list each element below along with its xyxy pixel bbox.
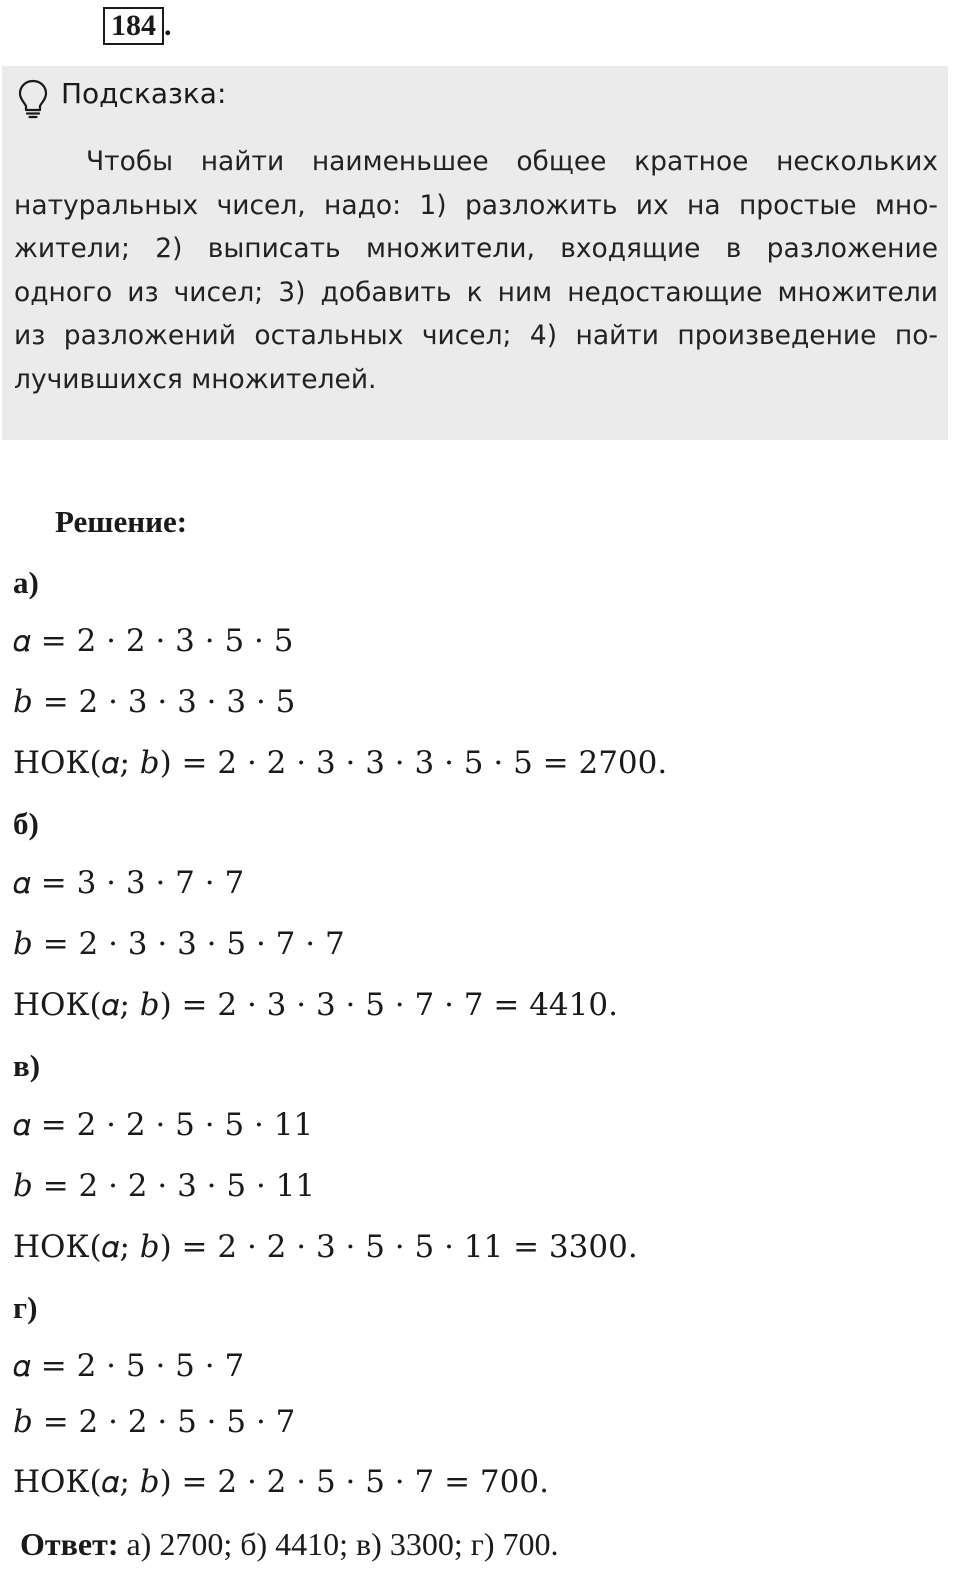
part-a-equation-a: 𝛼 = 2 · 2 · 3 · 5 · 5	[13, 623, 294, 659]
part-d-label: г)	[13, 1290, 38, 1325]
part-d-equation-b: 𝑏 = 2 · 2 · 5 · 5 · 7	[13, 1404, 296, 1440]
hint-panel	[2, 66, 948, 440]
part-b-label: б)	[13, 806, 39, 841]
lightbulb-icon	[17, 79, 49, 119]
answer-text: а) 2700; б) 4410; в) 3300; г) 700.	[118, 1526, 559, 1562]
part-b-lcm: НОК(𝛼; 𝑏) = 2 · 3 · 3 · 5 · 7 · 7 = 4410.	[13, 987, 618, 1023]
part-a-equation-b: 𝑏 = 2 · 3 · 3 · 3 · 5	[13, 684, 296, 720]
part-c-equation-b: 𝑏 = 2 · 2 · 3 · 5 · 11	[13, 1168, 316, 1204]
hint-line: натуральных чисел, надо: 1) разложить их на простые мно-	[14, 189, 938, 221]
task-number-box: 184	[103, 7, 164, 45]
hint-line: Чтобы найти наименьшее общее кратное нескольких	[86, 146, 938, 177]
hint-line: жители; 2) выписать множители, входящие в разложение	[14, 233, 938, 264]
part-d-equation-a: 𝛼 = 2 · 5 · 5 · 7	[13, 1348, 245, 1384]
answer	[20, 1524, 558, 1564]
hint-line: лучившихся множителей.	[14, 363, 377, 395]
part-b-equation-a: 𝛼 = 3 · 3 · 7 · 7	[13, 865, 245, 901]
part-a-lcm: НОК(𝛼; 𝑏) = 2 · 2 · 3 · 3 · 3 · 5 · 5 = 2700.	[13, 745, 668, 781]
part-c-equation-a: 𝛼 = 2 · 2 · 5 · 5 · 11	[13, 1107, 314, 1143]
solution-title: Решение:	[55, 504, 188, 539]
hint-line: из разложений остальных чисел; 4) найти произведение по-	[14, 320, 938, 351]
answer-label: Ответ:	[20, 1526, 119, 1562]
task-number-dot: .	[164, 9, 172, 42]
part-b-equation-b: 𝑏 = 2 · 3 · 3 · 5 · 7 · 7	[13, 926, 345, 962]
part-d-lcm: НОК(𝛼; 𝑏) = 2 · 2 · 5 · 5 · 7 = 700.	[13, 1464, 549, 1500]
hint-text	[14, 140, 938, 401]
task-number	[103, 7, 172, 45]
part-a-label: а)	[13, 565, 39, 600]
hint-title: Подсказка:	[61, 77, 227, 110]
hint-line: одного из чисел; 3) добавить к ним недостающие множители	[14, 276, 938, 308]
part-c-label: в)	[13, 1048, 41, 1083]
part-c-lcm: НОК(𝛼; 𝑏) = 2 · 2 · 3 · 5 · 5 · 11 = 3300.	[13, 1229, 638, 1265]
